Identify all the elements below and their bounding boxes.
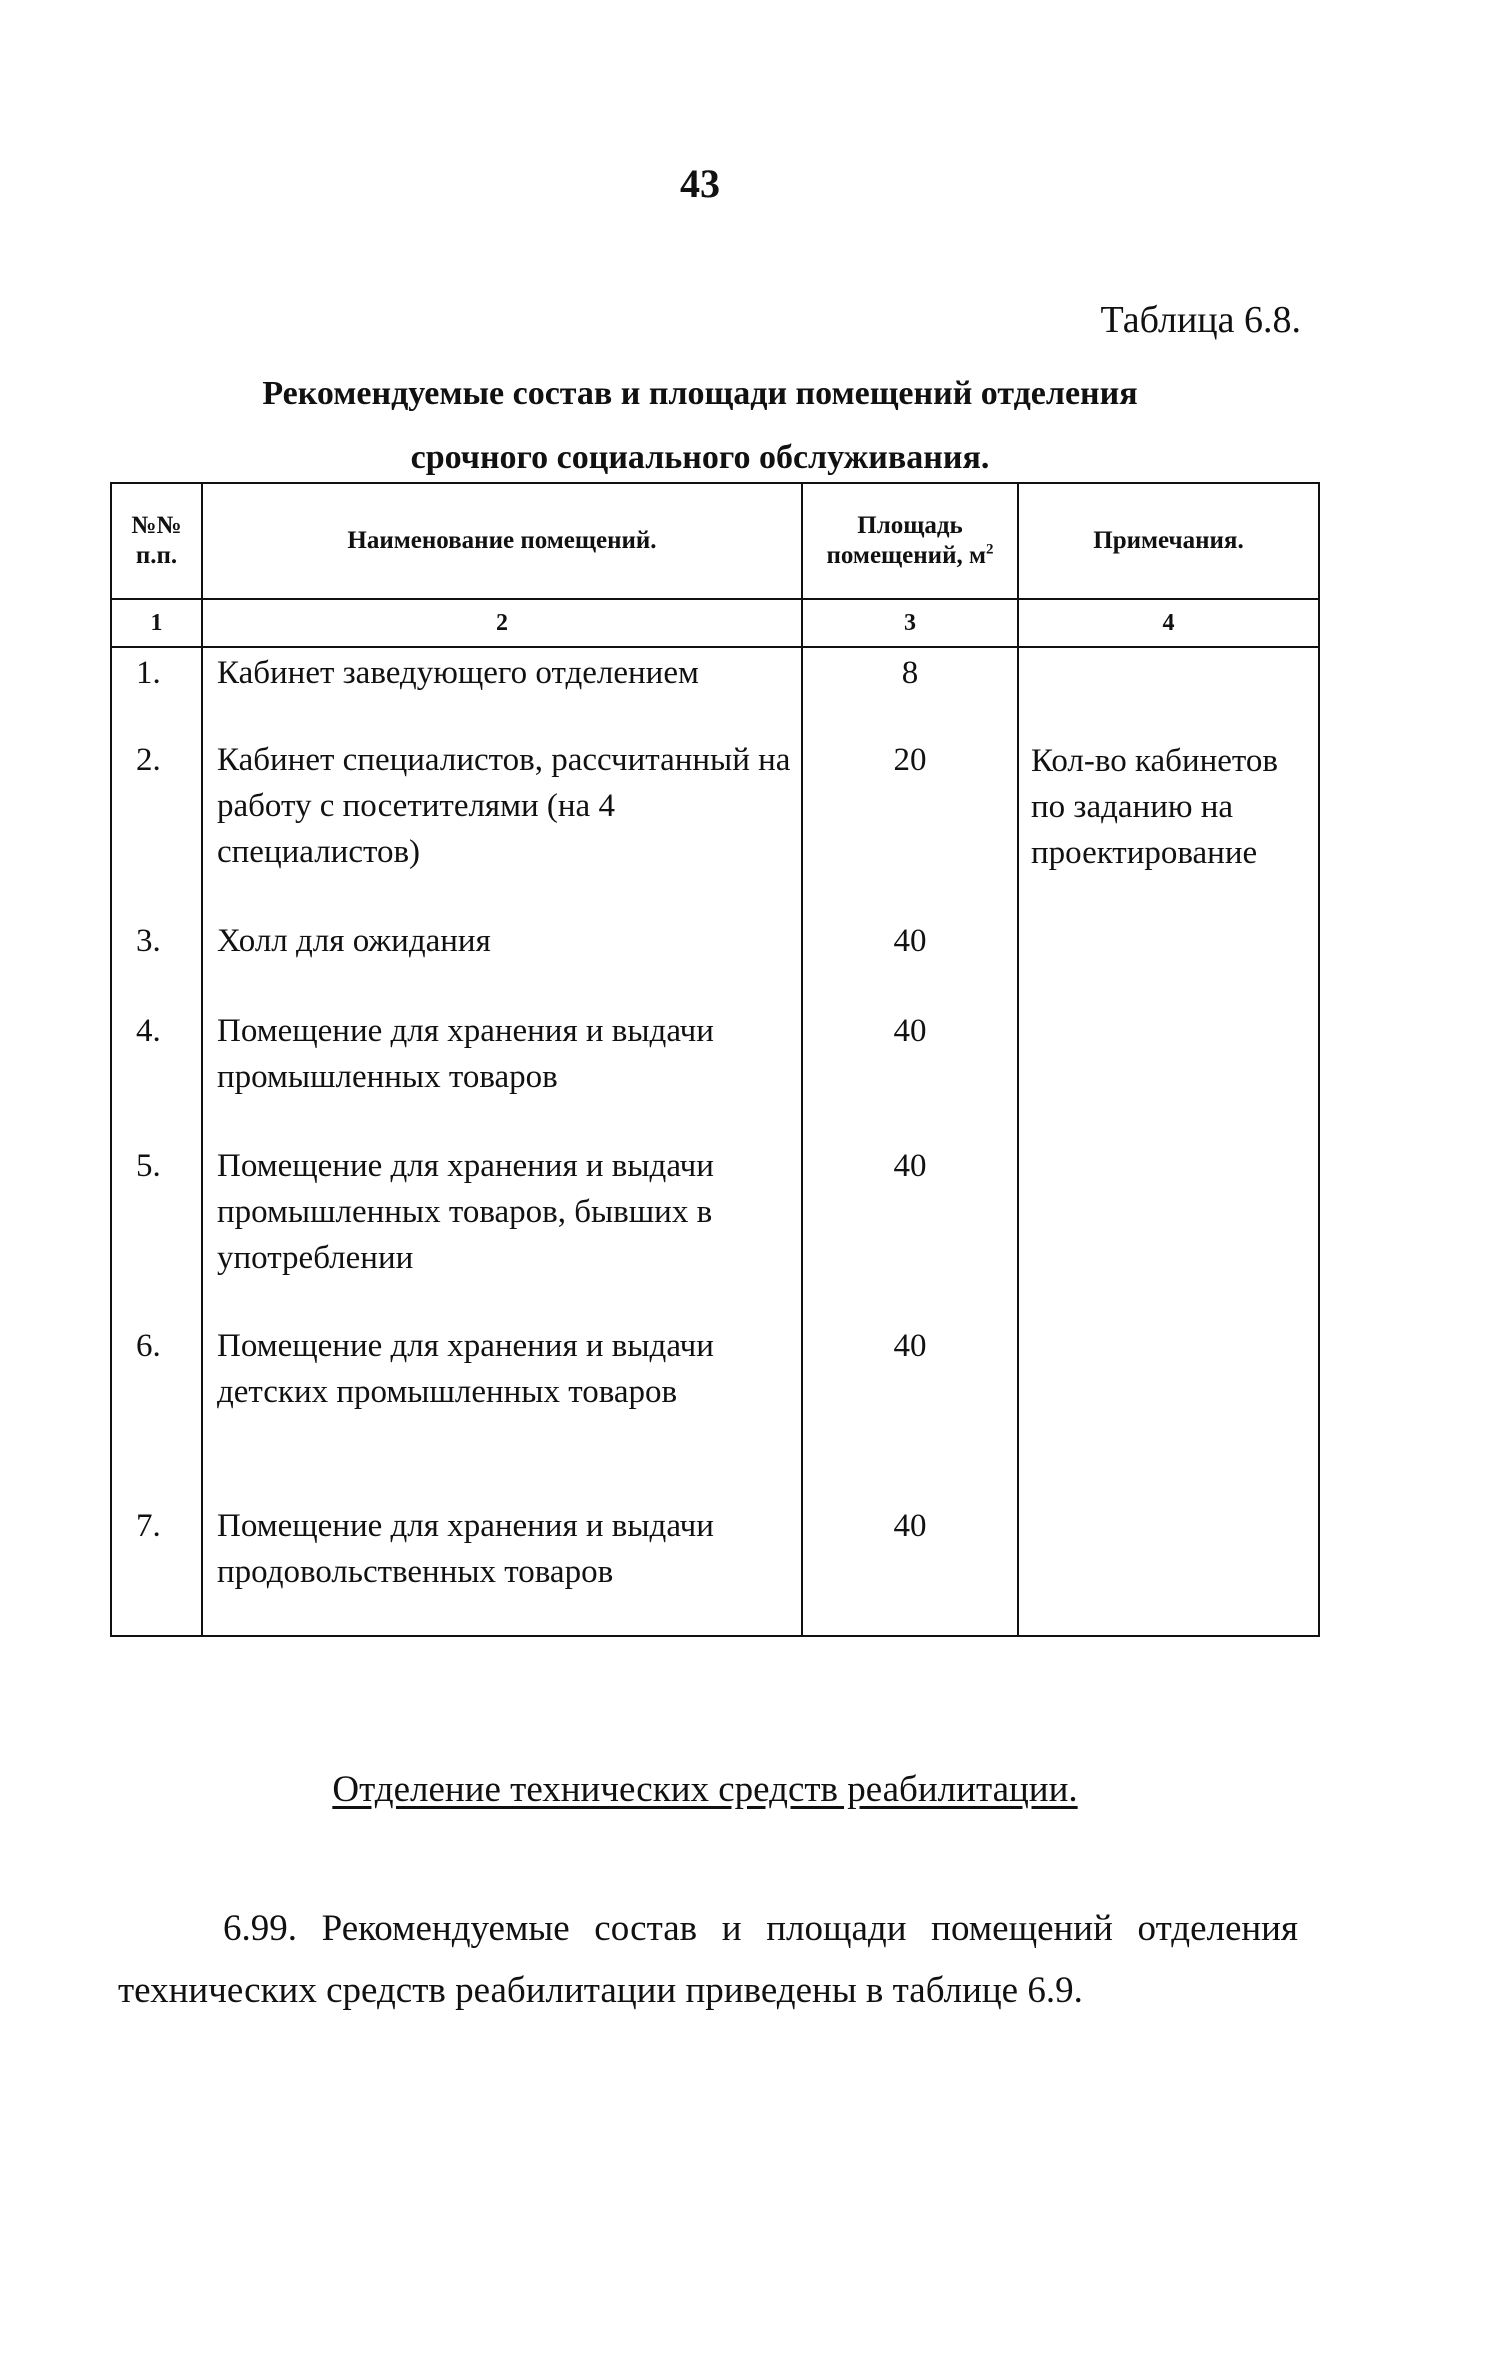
header-area-sup: 2	[986, 541, 994, 558]
row-name: Кабинет заведующего отделением	[202, 647, 802, 735]
table-header-row	[111, 483, 1319, 599]
row-num: 6.	[111, 1321, 202, 1501]
row-name: Помещение для хранения и выдачи детских промышленных товаров	[202, 1321, 802, 1501]
row-area: 40	[802, 1006, 1018, 1141]
table-title	[200, 362, 1200, 490]
column-numbers-row	[111, 599, 1319, 647]
row-area: 40	[802, 1501, 1018, 1601]
row-num: 1.	[111, 647, 202, 735]
row-area: 40	[802, 1321, 1018, 1501]
row-num: 2.	[111, 735, 202, 916]
column-number: 4	[1018, 599, 1319, 647]
rooms-table	[110, 482, 1320, 1637]
table-title-line-2: срочного социального обслуживания.	[410, 439, 990, 476]
table-title-line-1: Рекомендуемые состав и площади помещений отделения	[262, 375, 1138, 412]
column-number: 3	[802, 599, 1018, 647]
row-area: 20	[802, 735, 1018, 916]
row-area: 40	[802, 1141, 1018, 1321]
row-name: Холл для ожидания	[202, 916, 802, 1006]
header-num: №№ п.п.	[111, 483, 202, 599]
header-area	[802, 483, 1018, 599]
empty-cell	[111, 1601, 202, 1636]
empty-cell	[202, 1601, 802, 1636]
row-note-text: Кол-во кабинетов по заданию на проектирование	[1031, 743, 1279, 871]
row-note	[1018, 647, 1319, 1601]
table-label: Таблица 6.8.	[1100, 299, 1301, 341]
row-num: 5.	[111, 1141, 202, 1321]
row-num: 7.	[111, 1501, 202, 1601]
row-num: 4.	[111, 1006, 202, 1141]
row-name: Помещение для хранения и выдачи продовольственных товаров	[202, 1501, 802, 1601]
section-heading: Отделение технических средств реабилитации.	[332, 1769, 1078, 1810]
row-num: 3.	[111, 916, 202, 1006]
row-name: Помещение для хранения и выдачи промышленных товаров, бывших в употреблении	[202, 1141, 802, 1321]
row-area: 8	[802, 647, 1018, 735]
empty-cell	[1018, 1601, 1319, 1636]
column-number: 2	[202, 599, 802, 647]
row-name: Помещение для хранения и выдачи промышленных товаров	[202, 1006, 802, 1141]
page-number: 43	[680, 161, 720, 206]
column-number: 1	[111, 599, 202, 647]
table-end-row	[111, 1601, 1319, 1636]
empty-cell	[802, 1601, 1018, 1636]
table-row	[111, 647, 1319, 735]
header-area-text: Площадь помещений, м	[826, 512, 986, 569]
row-area: 40	[802, 916, 1018, 1006]
header-name: Наименование помещений.	[202, 483, 802, 599]
header-note: Примечания.	[1018, 483, 1319, 599]
row-name: Кабинет специалистов, рассчитанный на работу с посетителями (на 4 специалистов)	[202, 735, 802, 916]
body-paragraph: 6.99. Рекомендуемые состав и площади помещений отделения технических средств реабилитации приведены в таблице 6.9.	[118, 1908, 1298, 2011]
